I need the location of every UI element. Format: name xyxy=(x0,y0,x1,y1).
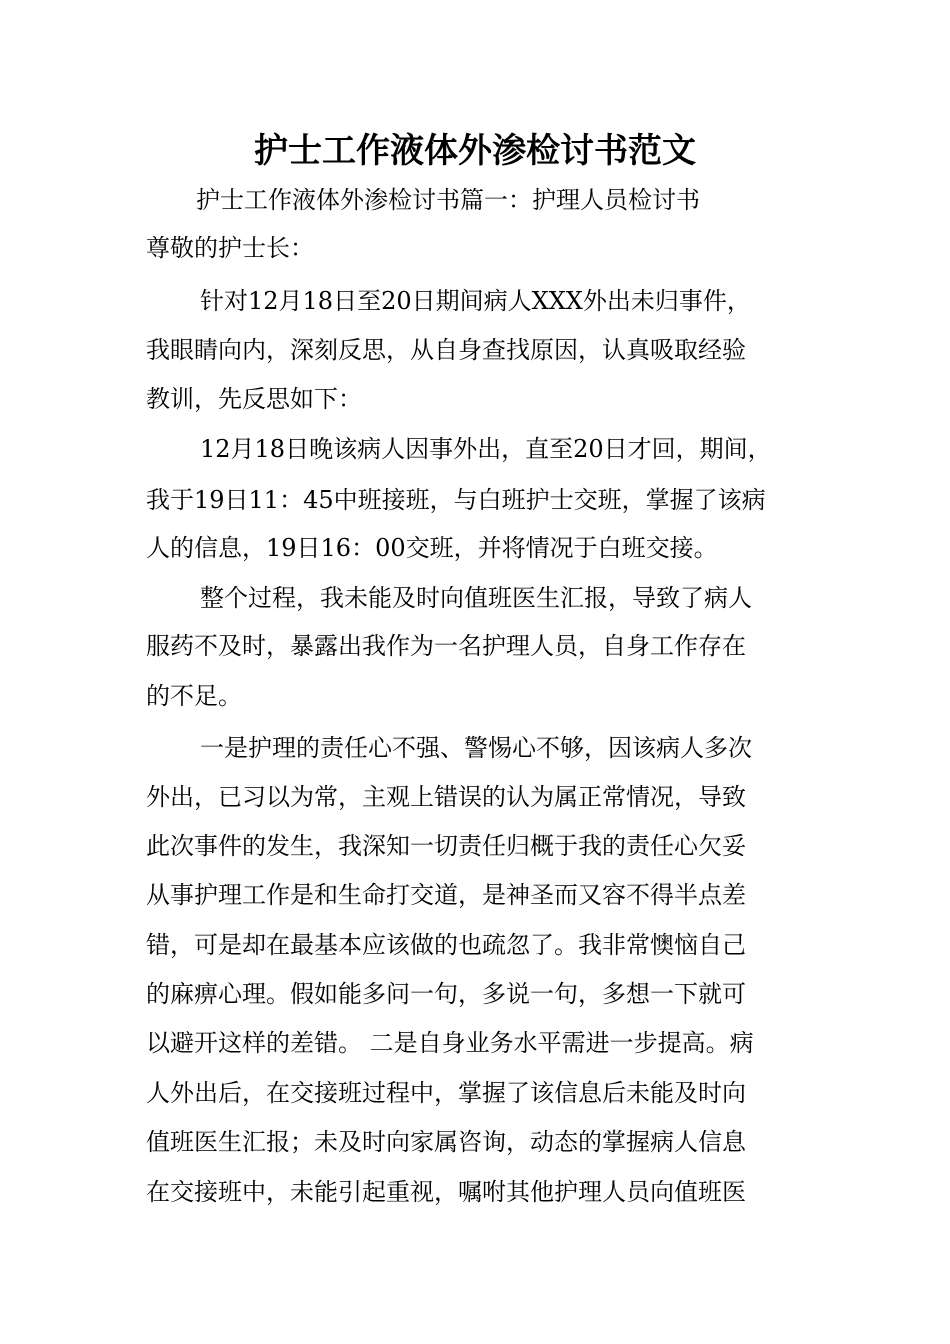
body-line-18: 值班医生汇报；未及时向家属咨询，动态的掌握病人信息 xyxy=(146,1128,746,1156)
body-line-14: 错，可是却在最基本应该做的也疏忽了。我非常懊恼自己 xyxy=(146,931,746,959)
body-line-1: 针对12月18日至20日期间病人XXX外出未归事件， xyxy=(200,287,751,315)
body-line-15: 的麻痹心理。假如能多问一句，多说一句，多想一下就可 xyxy=(146,980,746,1008)
body-line-19: 在交接班中，未能引起重视，嘱咐其他护理人员向值班医 xyxy=(146,1178,746,1206)
body-line-12: 此次事件的发生，我深知一切责任归概于我的责任心欠妥 xyxy=(146,832,746,860)
subtitle-line: 护士工作液体外渗检讨书篇一：护理人员检讨书 xyxy=(196,186,700,214)
body-line-2: 我眼睛向内，深刻反思，从自身查找原因，认真吸取经验 xyxy=(146,336,746,364)
body-line-10: 一是护理的责任心不强、警惕心不够，因该病人多次 xyxy=(200,734,752,762)
body-line-4: 12月18日晚该病人因事外出，直至20日才回，期间， xyxy=(200,435,772,463)
body-line-9: 的不足。 xyxy=(146,682,242,710)
body-line-7: 整个过程，我未能及时向值班医生汇报，导致了病人 xyxy=(200,584,752,612)
document-title: 护士工作液体外渗检讨书范文 xyxy=(254,131,696,171)
body-line-11: 外出，已习以为常，主观上错误的认为属正常情况，导致 xyxy=(146,783,746,811)
salutation-line: 尊敬的护士长： xyxy=(146,234,314,262)
body-line-13: 从事护理工作是和生命打交道，是神圣而又容不得半点差 xyxy=(146,881,746,909)
body-line-5: 我于19日11：45中班接班，与白班护士交班，掌握了该病 xyxy=(146,486,766,514)
body-line-16: 以避开这样的差错。 二是自身业务水平需进一步提高。病 xyxy=(146,1029,754,1057)
body-line-3: 教训，先反思如下： xyxy=(146,385,362,413)
body-line-6: 人的信息，19日16：00交班，并将情况于白班交接。 xyxy=(146,534,718,562)
body-line-8: 服药不及时，暴露出我作为一名护理人员，自身工作存在 xyxy=(146,632,746,660)
body-line-17: 人外出后，在交接班过程中，掌握了该信息后未能及时向 xyxy=(146,1079,746,1107)
